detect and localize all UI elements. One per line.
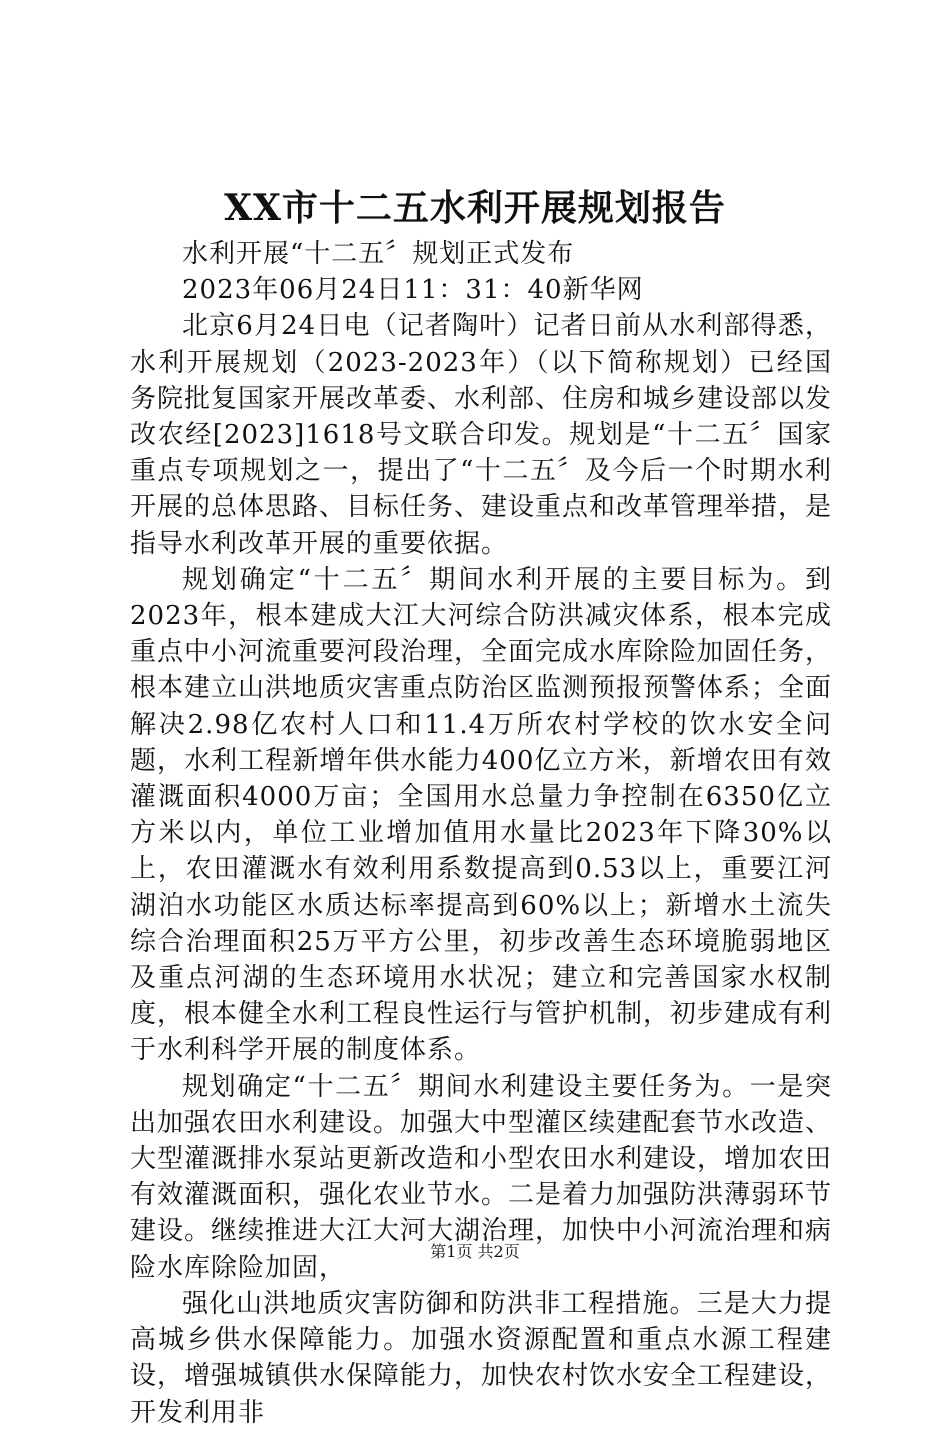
body-paragraph: 规划确定“十二五〞期间水利开展的主要目标为。到2023年，根本建成大江大河综合防洪减灾体系，根本完成重点中小河流重要河段治理，全面完成水库除险加固任务，根本建立山洪地质灾害重点防治区监测预报预警体系；全面解决2.98亿农村人口和11.4万所农村学校的饮水安全问题，水利工程新增年供水能力400亿立方米，新增农田有效灌溉面积4000万亩；全国用水总量力争控制在6350亿立方米以内，单位工业增加值用水量比2023年下降30%以上，农田灌溉水有效利用系数提高到0.53以上，重要江河湖泊水功能区水质达标率提高到60%以上；新增水土流失综合治理面积25万平方公里，初步改善生态环境脆弱地区及重点河湖的生态环境用水状况；建立和完善国家水权制度，根本健全水利工程良性运行与管护机制，初步建成有利于水利科学开展的制度体系。 [130,564,833,1066]
body-paragraph: 强化山洪地质灾害防御和防洪非工程措施。三是大力提高城乡供水保障能力。加强水资源配置和重点水源工程建设，增强城镇供水保障能力，加快农村饮水安全工程建设，开发利用非 [130,1288,833,1428]
body-paragraph: 北京6月24日电（记者陶叶）记者日前从水利部得悉，水利开展规划（2023-2023年）（以下简称规划）已经国务院批复国家开展改革委、水利部、住房和城乡建设部以发改农经[2023]1618号文联合印发。规划是“十二五〞国家重点专项规划之一，提出了“十二五〞及今后一个时期水利开展的总体思路、目标任务、建设重点和改革管理举措，是指导水利改革开展的重要依据。 [130,311,833,559]
page-footer: 第1页 共2页 [430,1242,520,1261]
document-title: XX市十二五水利开展规划报告 [224,187,726,229]
dateline: 2023年06月24日11：31：40新华网 [182,275,644,306]
body-paragraph: 规划确定“十二五〞期间水利建设主要任务为。一是突出加强农田水利建设。加强大中型灌区续建配套节水改造、大型灌溉排水泵站更新改造和小型农田水利建设，增加农田有效灌溉面积，强化农业节水。二是着力加强防洪薄弱环节建设。继续推进大江大河大湖治理，加快中小河流治理和病险水库除险加固， [130,1071,833,1283]
subtitle-line: 水利开展“十二五〞规划正式发布 [182,239,575,269]
